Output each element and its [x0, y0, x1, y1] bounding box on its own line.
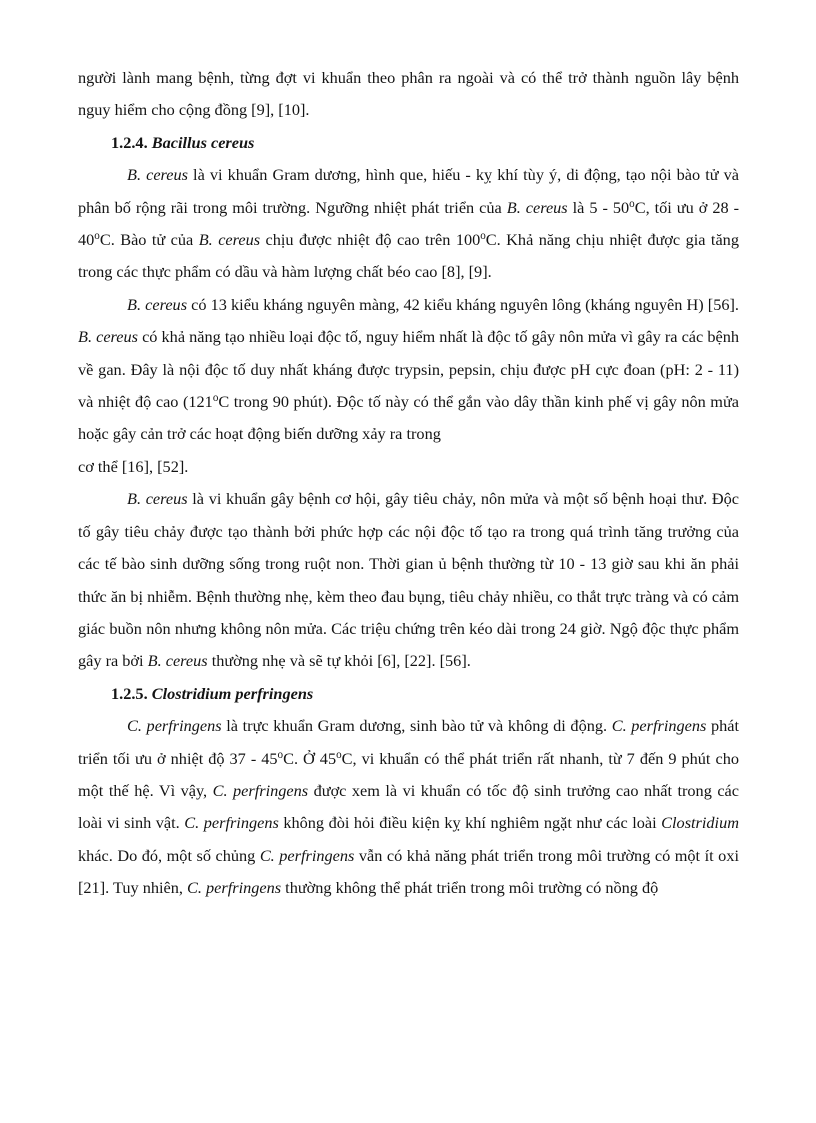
section-title: Clostridium perfringens: [151, 683, 314, 703]
text-run: là trực khuẩn Gram dương, sinh bào tử và không di động.: [221, 716, 612, 736]
section-number: 1.2.4.: [111, 132, 148, 152]
paragraph-b-cereus-intro: [78, 159, 739, 289]
species-name: B. cereus: [127, 489, 188, 509]
species-name: C. perfringens: [259, 845, 355, 865]
text-run: là 5 - 50: [567, 197, 630, 217]
section-title: Bacillus cereus: [151, 132, 255, 152]
paragraph-b-cereus-illness: [78, 483, 739, 677]
species-name: C. perfringens: [611, 716, 707, 736]
species-name: C. perfringens: [184, 813, 279, 833]
species-name: B. cereus: [78, 327, 138, 347]
text-line: người lành mang bệnh, từng đợt vi khuẩn theo phân ra ngoài và có thể trở thành: [78, 68, 629, 87]
paragraph-continuation: [78, 62, 739, 127]
text-run: cơ thể [16], [52].: [78, 456, 189, 476]
degree-superscript: o: [336, 748, 342, 761]
paragraph-c-perfringens: [78, 710, 739, 904]
text-run: không đòi hỏi điều kiện kỵ khí nghiêm ngặt như các loài: [278, 813, 662, 833]
text-run: là vi khuẩn Gram dương, hình que, hiếu - kỵ khí tùy ý, di động, tạo nội bào tử và phân bố rộng rãi trong môi trường. Ngưỡng nhiệt phát triển của: [78, 165, 739, 217]
text-run: vẫn có khả năng phát triển trong môi trường có một ít oxi [21]. Tuy nhiên,: [78, 845, 739, 898]
genus-name: Clostridium: [661, 813, 739, 833]
section-heading-clostridium-perfringens: [78, 678, 739, 710]
degree-superscript: o: [94, 229, 100, 242]
text-run: C. Bào tử của: [99, 230, 199, 250]
degree-superscript: o: [212, 391, 219, 404]
text-run: thường không thể phát triển trong môi trường có nồng độ: [281, 878, 659, 898]
text-run: khác. Do đó, một số chủng: [78, 845, 260, 865]
document-page: [78, 62, 739, 905]
species-name: C. perfringens: [212, 780, 309, 800]
text-run: C. Ở 45: [283, 748, 337, 768]
text-run: có khả năng tạo nhiều loại độc tố, nguy hiểm nhất là độc tố gây nôn mửa vì gây ra các bệnh về gan. Đây là nội độc tố duy nhất kháng được trypsin, pepsin, chịu được pH cực đoan (pH: 2 - 11) và nhiệt độ cao (121: [78, 327, 739, 412]
paragraph-b-cereus-toxins: [78, 289, 739, 483]
text-line: nguồn lây bệnh nguy hiểm cho cộng đồng [9], [10].: [78, 68, 739, 120]
text-run: được xem là vi khuẩn có tốc độ sinh trưởng cao nhất trong các loài vi sinh vật.: [78, 780, 740, 833]
text-run: thường nhẹ và sẽ tự khỏi [6], [22]. [56].: [207, 651, 471, 671]
degree-superscript: o: [277, 748, 284, 761]
degree-superscript: o: [629, 197, 635, 210]
species-name: B. cereus: [127, 294, 188, 314]
section-heading-bacillus-cereus: [78, 127, 739, 159]
text-run: C. Khả năng chịu nhiệt được gia tăng trong các thực phẩm có dầu và hàm lượng chất béo cao [8], [9].: [78, 230, 739, 282]
text-run: C, vi khuẩn có thể phát triển rất nhanh, từ 7 đến 9 phút cho một thế hệ. Vì vậy,: [78, 748, 739, 800]
degree-superscript: o: [480, 229, 486, 242]
text-run: phát triển tối ưu ở nhiệt độ 37 - 45: [78, 716, 740, 768]
text-run: là vi khuẩn gây bệnh cơ hội, gây tiêu chảy, nôn mửa và một số bệnh hoại thư. Độc tố gây tiêu chảy được tạo thành bởi phức hợp các nội độc tố tạo ra trong quá trình tăng trưởng của các tế bào sinh dưỡng sống trong ruột non. Thời gian ủ bệnh thường từ 10 - 13 giờ sau khi ăn phải thức ăn bị nhiễm. Bệnh thường nhẹ, kèm theo đau bụng, tiêu chảy nhiều, co thắt trực tràng và có cảm giác buồn nôn nhưng không nôn mửa. Các triệu chứng trên kéo dài trong 24 giờ. Ngộ độc thực phẩm gây ra bởi: [78, 489, 739, 671]
text-run: C trong 90 phút). Độc tố này có thể gắn vào dây thần kinh phế vị gây nôn mửa hoặc gây cản trở các hoạt động biến dưỡng xảy ra trong: [78, 392, 739, 444]
text-run: C, tối ưu ở 28 - 40: [78, 197, 740, 250]
species-name: B. cereus: [127, 165, 188, 185]
species-name: C. perfringens: [127, 716, 222, 736]
species-name: B. cereus: [506, 197, 568, 217]
text-run: có 13 kiểu kháng nguyên màng, 42 kiểu kháng nguyên lông (kháng nguyên H) [56].: [187, 294, 739, 314]
text-run: chịu được nhiệt độ cao trên 100: [260, 230, 481, 250]
section-number: 1.2.5.: [111, 683, 148, 703]
species-name: C. perfringens: [187, 878, 282, 898]
species-name: B. cereus: [147, 651, 208, 671]
species-name: B. cereus: [198, 230, 261, 250]
